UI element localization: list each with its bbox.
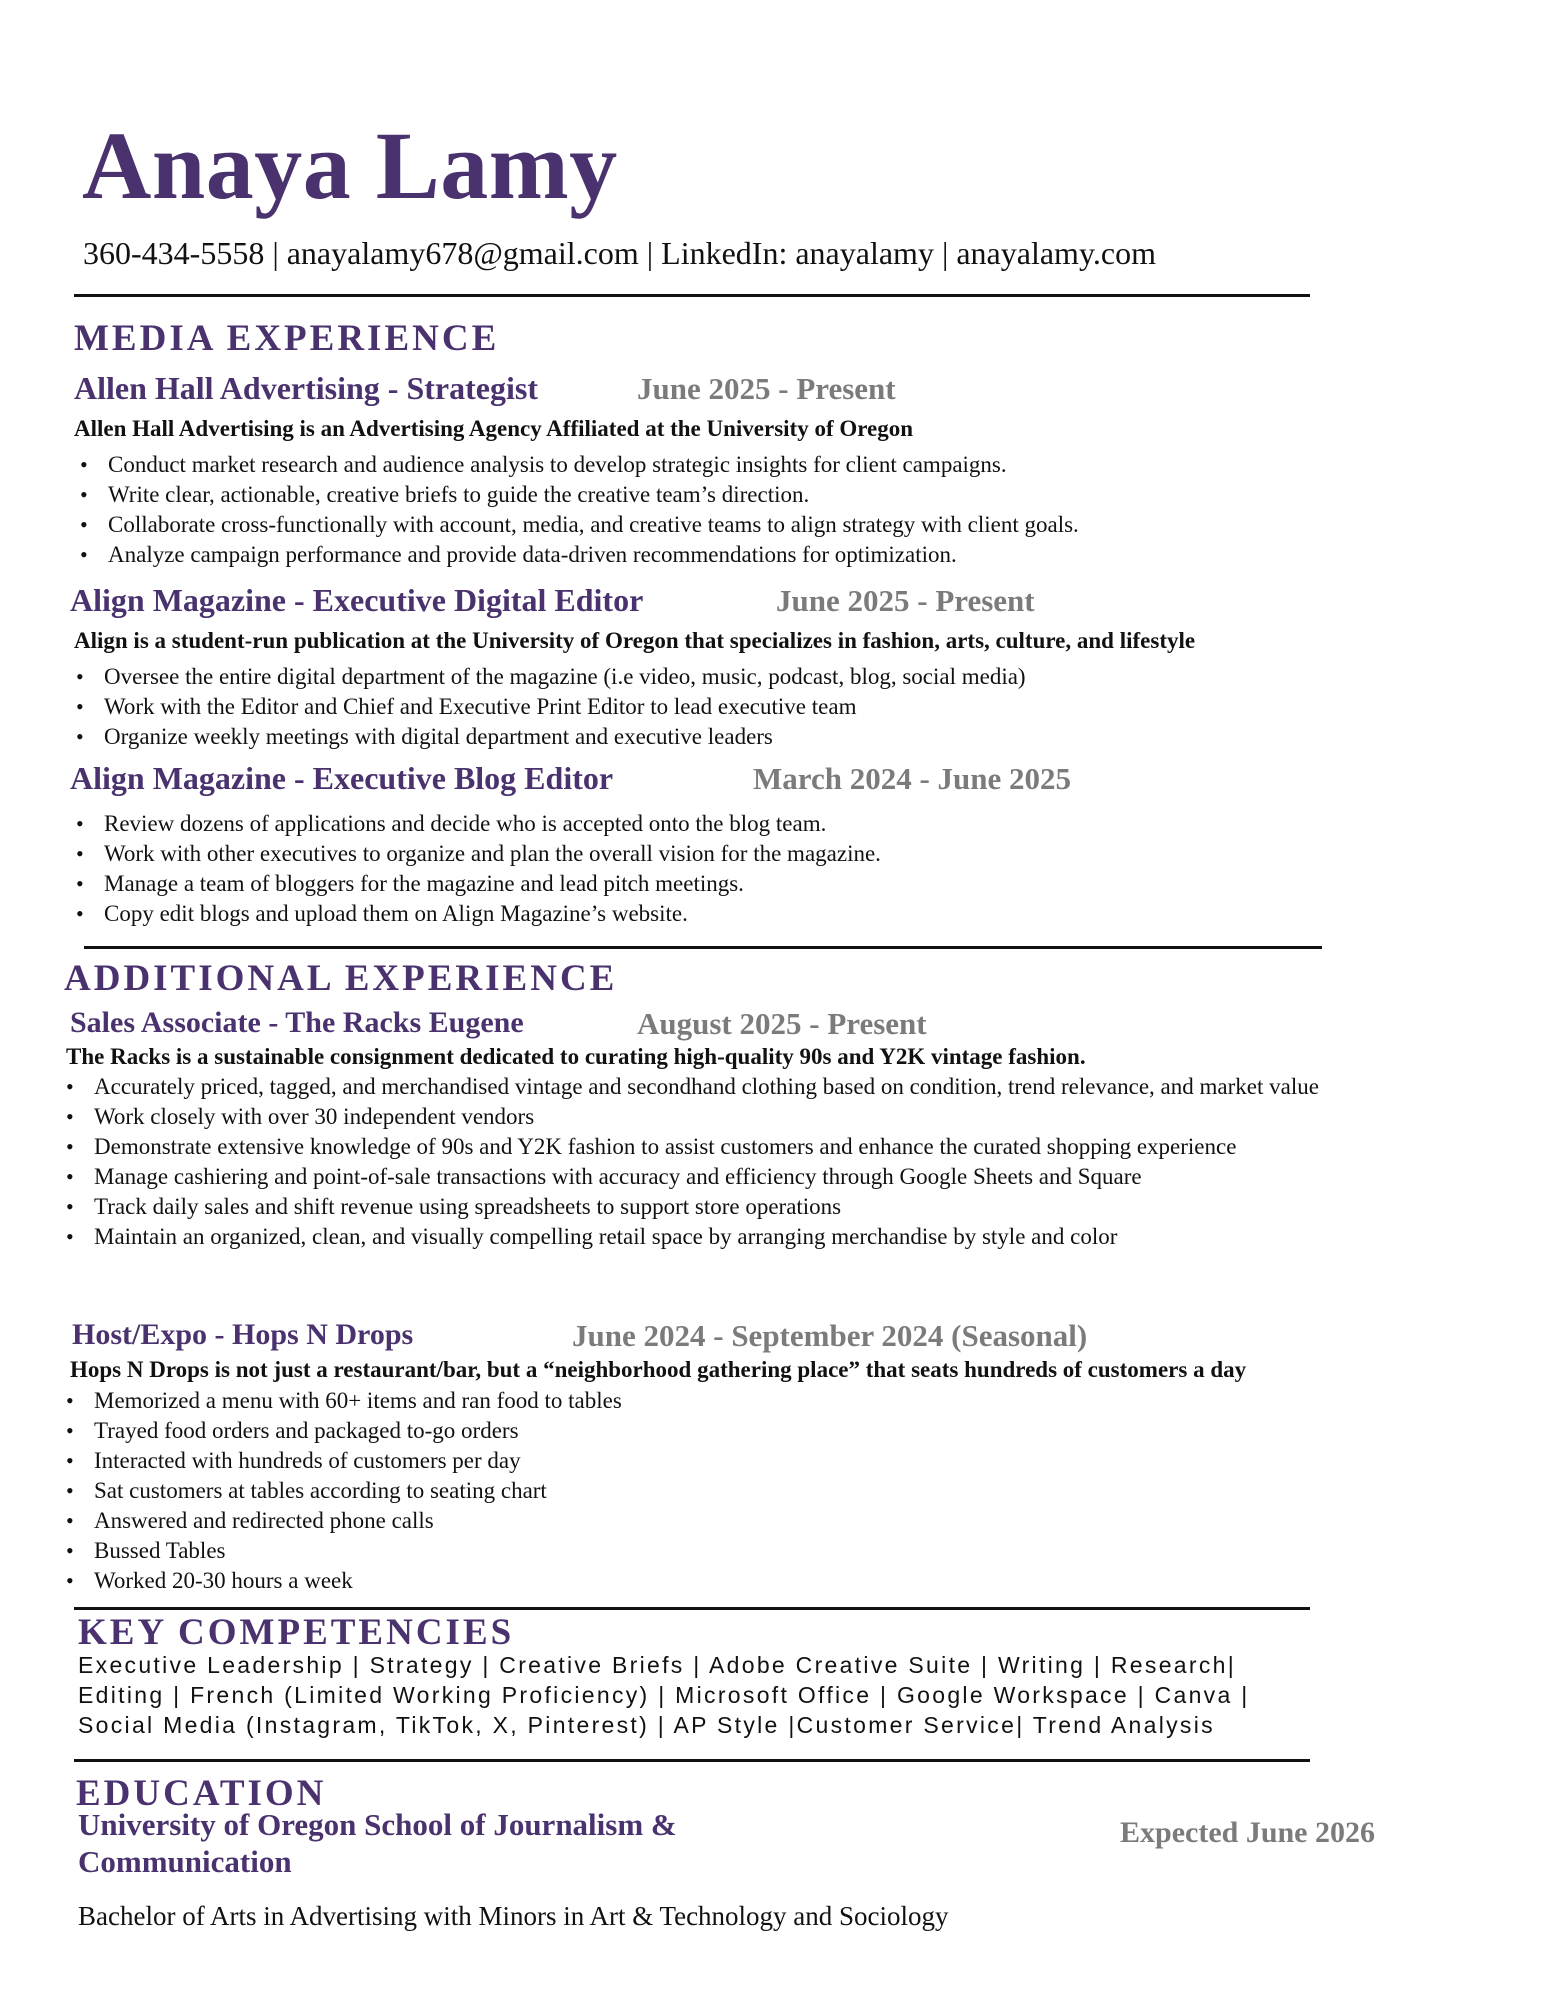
list-item: • Maintain an organized, clean, and visually compelling retail space by arranging merchandise by style and color xyxy=(60,1222,1500,1252)
competencies-line: Editing | French (Limited Working Proficiency) | Microsoft Office | Google Workspace | Canva | xyxy=(78,1682,1250,1708)
section-title-additional-experience: ADDITIONAL EXPERIENCE xyxy=(64,958,618,999)
list-item: • Conduct market research and audience analysis to develop strategic insights for client campaigns. xyxy=(74,450,1079,480)
list-item: • Work with other executives to organize and plan the overall vision for the magazine. xyxy=(70,839,881,869)
education-degree: Bachelor of Arts in Advertising with Minors in Art & Technology and Sociology xyxy=(78,1901,949,1931)
list-item: • Write clear, actionable, creative briefs to guide the creative team’s direction. xyxy=(74,480,1079,510)
list-item: • Track daily sales and shift revenue using spreadsheets to support store operations xyxy=(60,1192,1500,1222)
education-date: Expected June 2026 xyxy=(1120,1816,1375,1849)
job-date-allen-hall: June 2025 - Present xyxy=(637,371,896,406)
competencies-line: Executive Leadership | Strategy | Creative Briefs | Adobe Creative Suite | Writing | Research| xyxy=(78,1652,1237,1678)
job-title-hops-n-drops: Host/Expo - Hops N Drops xyxy=(72,1318,414,1351)
job-description-allen-hall: Allen Hall Advertising is an Advertising Agency Affiliated at the University of Oregon xyxy=(74,416,914,441)
bullet-list-align-digital xyxy=(70,662,1026,752)
list-item: • Work with the Editor and Chief and Executive Print Editor to lead executive team xyxy=(70,692,1026,722)
divider-header xyxy=(74,294,1310,297)
competencies-list xyxy=(78,1650,1438,1740)
bullet-list-align-blog xyxy=(70,809,881,929)
list-item: • Analyze campaign performance and provide data-driven recommendations for optimization. xyxy=(74,540,1079,570)
list-item: • Answered and redirected phone calls xyxy=(60,1506,622,1536)
list-item: • Bussed Tables xyxy=(60,1536,622,1566)
list-item: • Manage cashiering and point-of-sale transactions with accuracy and efficiency through Google Sheets and Square xyxy=(60,1162,1500,1192)
job-title-allen-hall: Allen Hall Advertising - Strategist xyxy=(74,370,538,406)
job-title-the-racks: Sales Associate - The Racks Eugene xyxy=(70,1006,524,1039)
job-date-the-racks: August 2025 - Present xyxy=(637,1006,927,1041)
job-date-align-blog: March 2024 - June 2025 xyxy=(753,761,1072,796)
bullet-list-the-racks xyxy=(60,1072,1500,1252)
list-item: • Sat customers at tables according to seating chart xyxy=(60,1476,622,1506)
bullet-list-hops-n-drops xyxy=(60,1386,622,1596)
bullet-list-allen-hall xyxy=(74,450,1079,570)
list-item: • Worked 20-30 hours a week xyxy=(60,1566,622,1596)
list-item: • Demonstrate extensive knowledge of 90s and Y2K fashion to assist customers and enhance the curated shopping experience xyxy=(60,1132,1424,1162)
job-date-align-digital: June 2025 - Present xyxy=(776,583,1035,618)
contact-line: 360-434-5558 | anayalamy678@gmail.com | LinkedIn: anayalamy | anayalamy.com xyxy=(83,235,1156,271)
job-description-align-digital: Align is a student-run publication at the University of Oregon that specializes in fashion, arts, culture, and lifestyle xyxy=(74,628,1196,653)
list-item: • Accurately priced, tagged, and merchandised vintage and secondhand clothing based on condition, trend relevance, and market value xyxy=(60,1072,1500,1102)
candidate-name: Anaya Lamy xyxy=(82,112,618,219)
divider-competencies xyxy=(74,1759,1310,1762)
list-item: • Memorized a menu with 60+ items and ran food to tables xyxy=(60,1386,622,1416)
list-item: • Trayed food orders and packaged to-go orders xyxy=(60,1416,622,1446)
job-date-hops-n-drops: June 2024 - September 2024 (Seasonal) xyxy=(572,1318,1088,1353)
job-title-align-blog: Align Magazine - Executive Blog Editor xyxy=(70,760,614,796)
section-title-key-competencies: KEY COMPETENCIES xyxy=(78,1612,515,1653)
divider-media xyxy=(84,946,1322,949)
divider-additional xyxy=(74,1607,1310,1610)
section-title-education: EDUCATION xyxy=(76,1773,327,1814)
list-item: • Work closely with over 30 independent vendors xyxy=(60,1102,1500,1132)
list-item: • Review dozens of applications and decide who is accepted onto the blog team. xyxy=(70,809,881,839)
list-item: • Manage a team of bloggers for the magazine and lead pitch meetings. xyxy=(70,869,881,899)
list-item: • Oversee the entire digital department of the magazine (i.e video, music, podcast, blog, social media) xyxy=(70,662,1026,692)
list-item: • Copy edit blogs and upload them on Align Magazine’s website. xyxy=(70,899,881,929)
section-title-media-experience: MEDIA EXPERIENCE xyxy=(74,318,500,359)
job-description-the-racks: The Racks is a sustainable consignment dedicated to curating high-quality 90s and Y2K vintage fashion. xyxy=(66,1044,1086,1069)
education-school: University of Oregon School of Journalism & Communication xyxy=(78,1807,677,1879)
job-title-align-digital: Align Magazine - Executive Digital Editor xyxy=(70,582,644,618)
job-description-hops-n-drops: Hops N Drops is not just a restaurant/bar, but a “neighborhood gathering place” that seats hundreds of customers a day xyxy=(70,1357,1247,1382)
competencies-line: Social Media (Instagram, TikTok, X, Pinterest) | AP Style |Customer Service| Trend Analysis xyxy=(78,1712,1215,1738)
list-item: • Organize weekly meetings with digital department and executive leaders xyxy=(70,722,1026,752)
list-item: • Collaborate cross-functionally with account, media, and creative teams to align strategy with client goals. xyxy=(74,510,1079,540)
list-item: • Interacted with hundreds of customers per day xyxy=(60,1446,622,1476)
